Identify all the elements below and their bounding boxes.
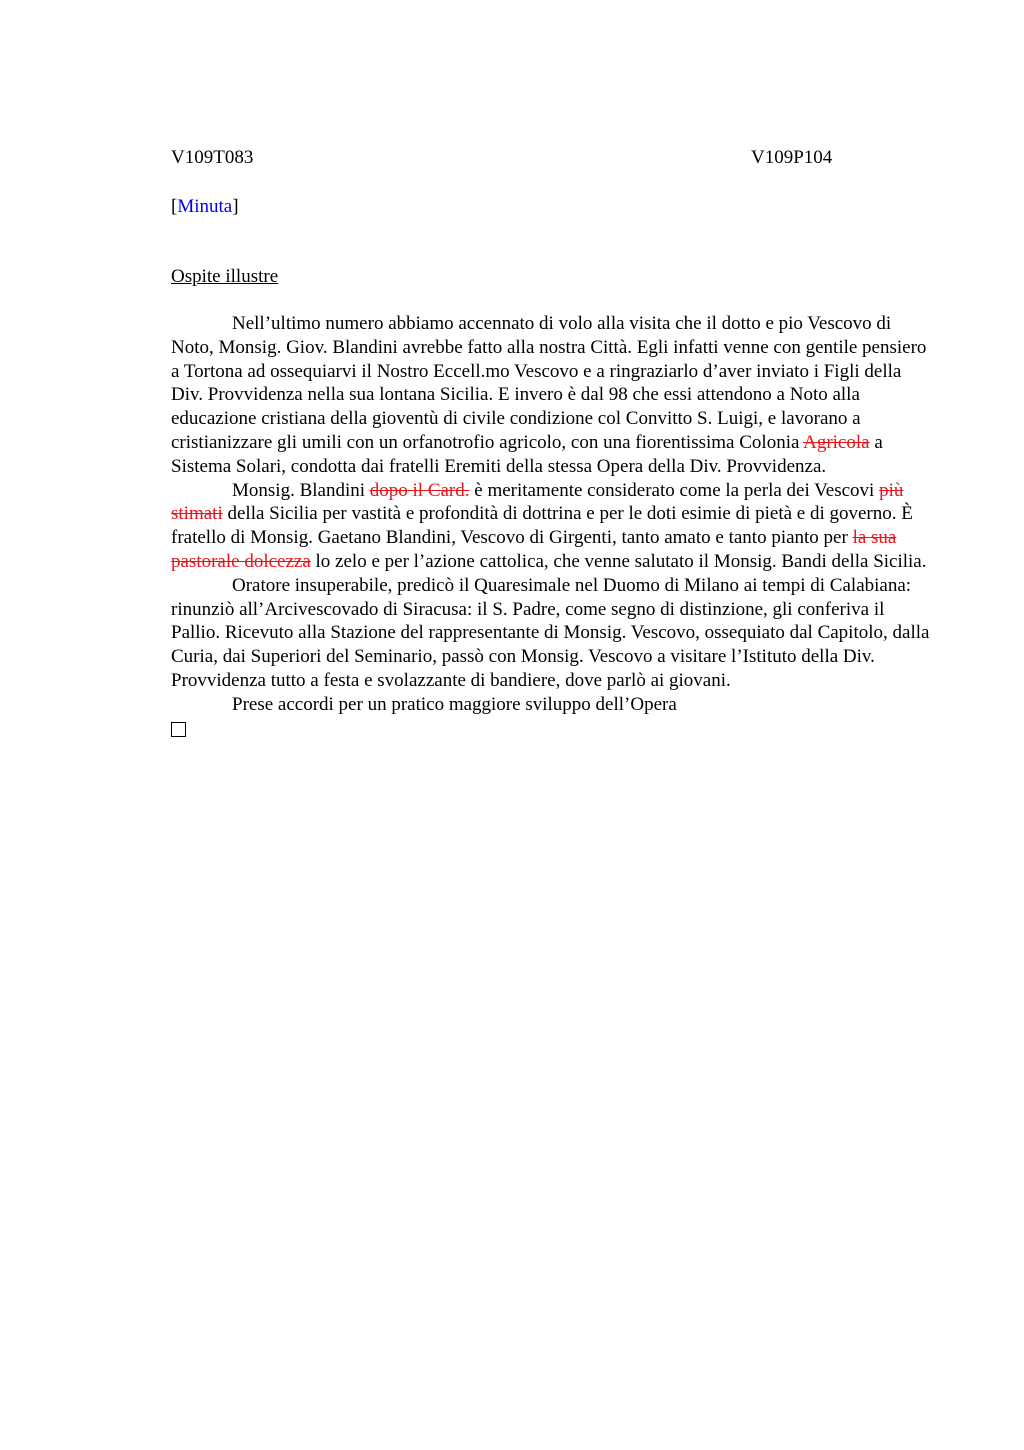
document-code-right: V109P104 [751, 147, 833, 168]
paragraph-2-text-c: della Sicilia per vastità e profondità di dottrina e per le doti esimie di pietà e di governo. È fratello di Monsig. Gaetano Blandini, Vescovo di Girgenti, tanto amato e tanto pianto per [171, 503, 913, 549]
paragraph-1-text-end: a Sistema Solari, condotta dai fratelli Eremiti della stessa Opera della Div. Provvidenza. [171, 431, 883, 477]
document-code-left: V109T083 [171, 147, 254, 168]
paragraph-2 [171, 479, 931, 574]
paragraph-2-text-d: lo zelo e per l’azione cattolica, che venne salutato il Monsig. Bandi della Sicilia. [310, 550, 927, 572]
paragraph-2-text-a: Monsig. Blandini [232, 479, 370, 501]
deleted-text: Agricola [803, 431, 870, 453]
minuta-open-bracket: [ [171, 196, 178, 217]
deleted-text: più stimati [171, 479, 904, 525]
deleted-text: dopo il Card. [369, 479, 470, 501]
paragraph-1-text: Nell’ultimo numero abbiamo accennato di volo alla visita che il dotto e pio Vescovo di Noto, Monsig. Giov. Blandini avrebbe fatto alla nostra Città. Egli infatti venne con gentile pensiero a Tortona ad ossequiarvi il Nostro Eccell.mo Vescovo e a ringraziarlo d’aver inviato i Figli della Div. Provvidenza nella sua lontana Sicilia. E invero è dal 98 che essi attendono a Noto alla educazione cristiana della gioventù di civile condizione col Convitto S. Luigi, e lavorano a cristianizzare gli umili con un orfanotrofio agricolo, con una fiorentissima Colonia [171, 313, 927, 453]
document-page [171, 146, 931, 737]
minuta-link[interactable]: Minuta [177, 196, 233, 217]
deleted-text: la sua pastorale dolcezza [171, 527, 897, 572]
paragraph-3: Oratore insuperabile, predicò il Quaresimale nel Duomo di Milano ai tempi di Calabiana: rinunziò all’Arcivescovado di Siracusa: il S. Padre, come segno di distinzione, gli conferiva il Pallio. Ricevuto alla Stazione del rappresentante di Monsig. Vescovo, ossequiato dal Capitolo, dalla Curia, dai Superiori del Seminario, passò con Monsig. Vescovo a visitare l’Istituto della Div. Provvidenza tutto a festa e svolazzante di bandiere, dove parlò ai giovani. [171, 574, 930, 691]
paragraph-2-text-b: è meritamente considerato come la perla dei Vescovi [469, 479, 880, 501]
document-header [171, 146, 931, 170]
end-marker-box-icon [171, 722, 186, 737]
minuta-label [171, 195, 931, 219]
article-body [171, 312, 931, 737]
paragraph-4: Prese accordi per un pratico maggiore sviluppo dell’Opera [232, 693, 677, 715]
paragraph-1 [171, 312, 931, 479]
minuta-close-bracket: ] [232, 196, 239, 217]
article-title: Ospite illustre [171, 266, 279, 287]
